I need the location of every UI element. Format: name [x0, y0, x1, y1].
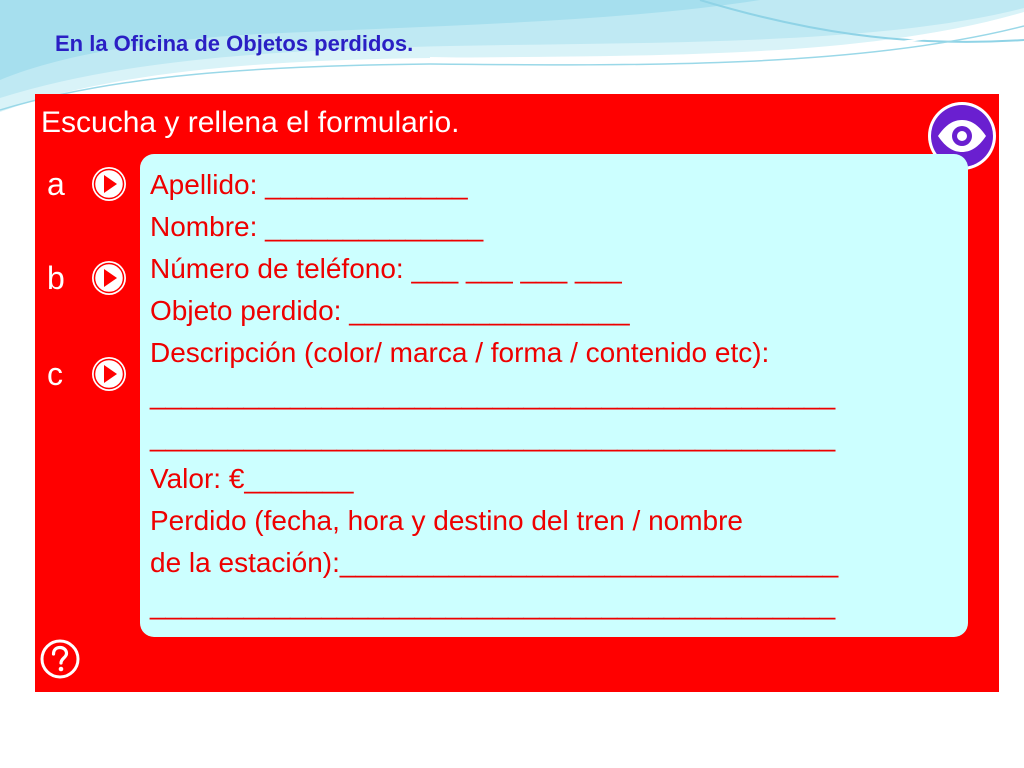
form-line-descripcion-label: Descripción (color/ marca / forma / contenido etc): — [150, 337, 770, 368]
audio-track-b[interactable] — [45, 256, 125, 300]
audio-track-c[interactable] — [45, 352, 125, 396]
form-line-perdido-label: Perdido (fecha, hora y destino del tren / nombre — [150, 505, 744, 536]
slide-title: En la Oficina de Objetos perdidos. — [55, 31, 414, 56]
form-line-descripcion-blank-2[interactable]: ____________________________________________ — [150, 421, 836, 452]
track-letter: c — [47, 356, 63, 392]
play-icon[interactable] — [89, 164, 129, 204]
track-letter: b — [47, 260, 65, 296]
form-line-objeto[interactable]: Objeto perdido: __________________ — [150, 295, 630, 326]
form-line-nombre[interactable]: Nombre: ______________ — [150, 211, 484, 242]
instruction-text: Escucha y rellena el formulario. — [41, 106, 460, 139]
form-line-perdido-blank[interactable]: ____________________________________________ — [150, 589, 836, 620]
form-line-descripcion-blank-1[interactable]: ____________________________________________ — [150, 379, 836, 410]
form-line-telefono[interactable]: Número de teléfono: ___ ___ ___ ___ — [150, 253, 622, 284]
lost-property-form — [140, 154, 968, 637]
activity-panel — [35, 94, 999, 692]
form-line-estacion[interactable]: de la estación):________________________________ — [150, 547, 839, 578]
play-icon[interactable] — [89, 258, 129, 298]
form-line-valor[interactable]: Valor: €_______ — [150, 463, 354, 494]
play-icon[interactable] — [89, 354, 129, 394]
form-line-apellido[interactable]: Apellido: _____________ — [150, 169, 468, 200]
track-letter: a — [47, 166, 65, 202]
question-mark-icon[interactable] — [39, 638, 81, 680]
audio-track-a[interactable] — [45, 162, 125, 206]
